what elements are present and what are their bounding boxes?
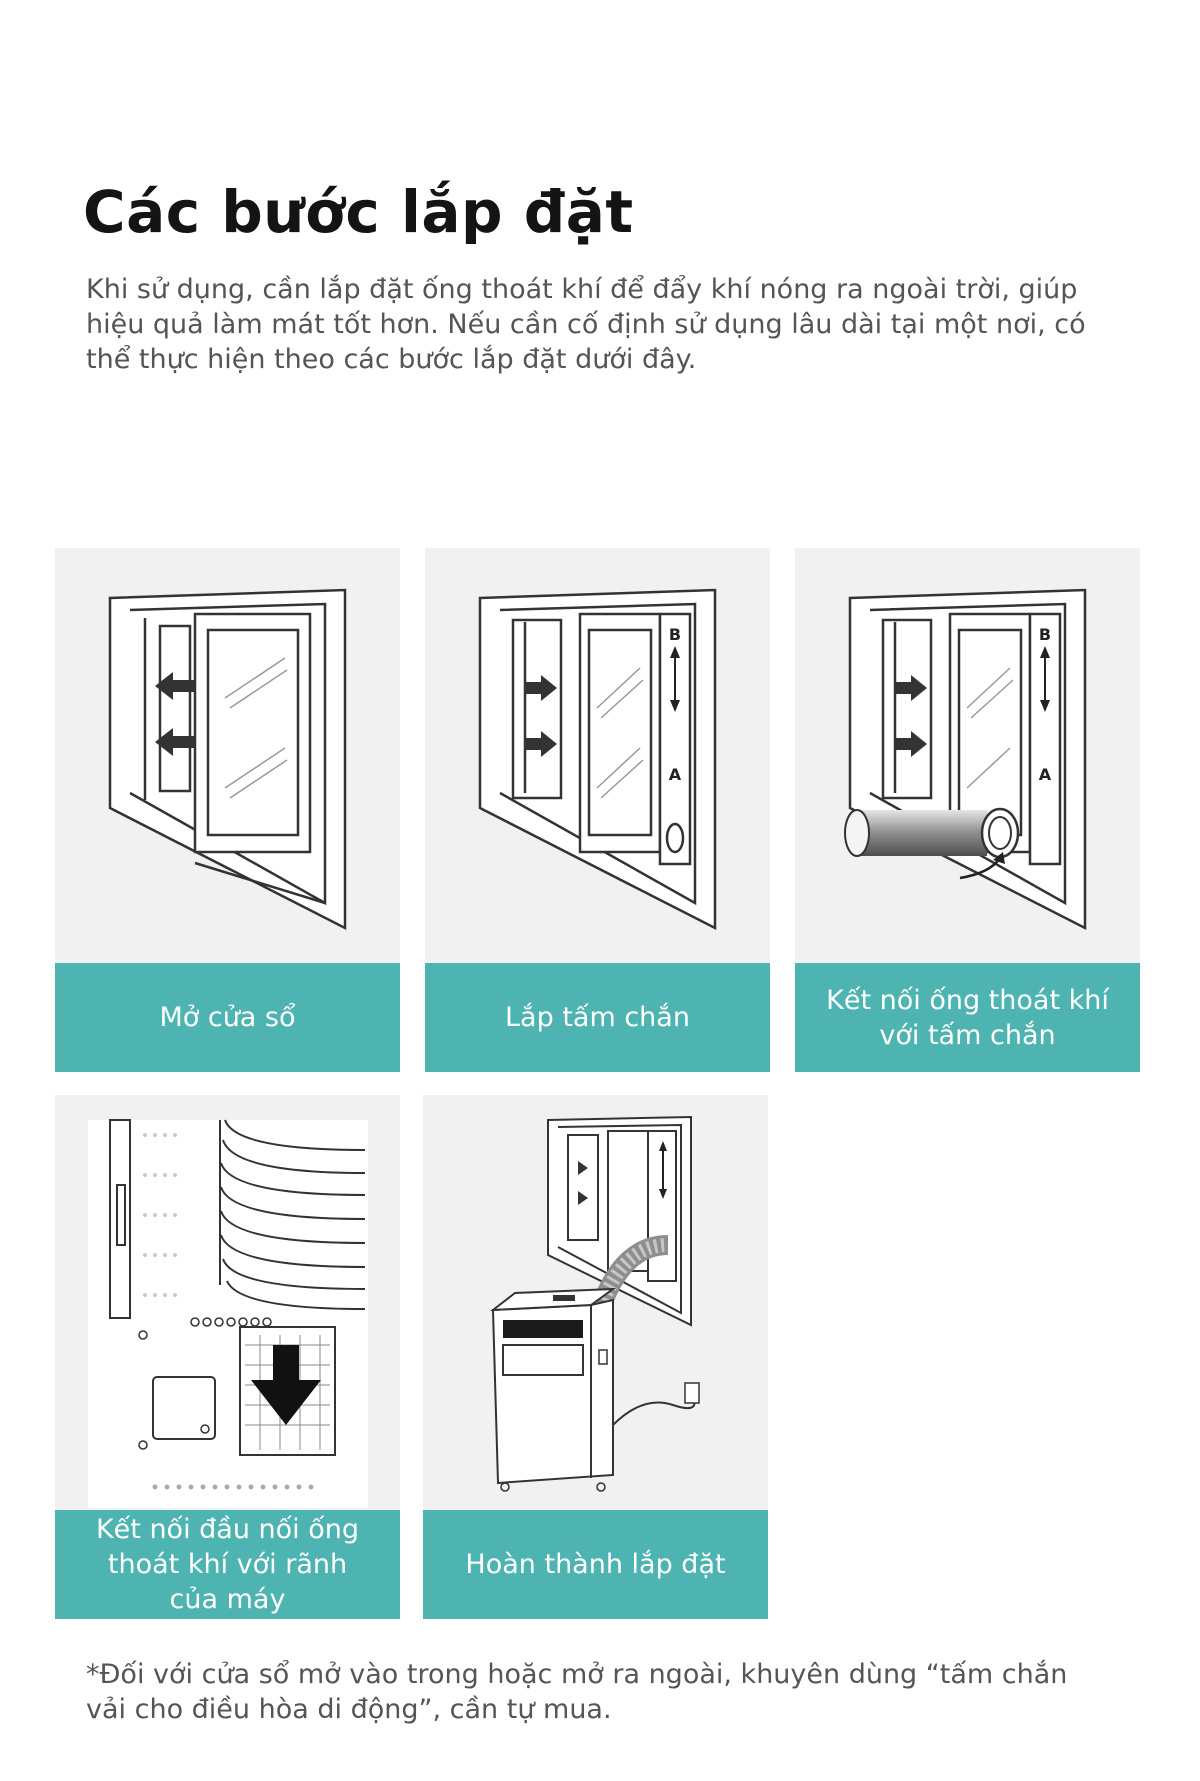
step-caption: Mở cửa sổ: [55, 963, 400, 1072]
step-caption: Hoàn thành lắp đặt: [423, 1510, 768, 1619]
step-card-install-panel: [425, 548, 770, 1072]
step-caption: Kết nối ống thoát khí với tấm chắn: [795, 963, 1140, 1072]
step-caption: Kết nối đầu nối ống thoát khí với rãnh của máy: [55, 1510, 400, 1619]
step-card-connect-hose-panel: [795, 548, 1140, 1072]
panel-label-b: B: [1038, 625, 1052, 644]
step-card-installation-complete: [423, 1095, 768, 1619]
panel-label-a: A: [668, 765, 682, 784]
footnote-text: *Đối với cửa sổ mở vào trong hoặc mở ra ngoài, khuyên dùng “tấm chắn vải cho điều hòa di động”, cần tự mua.: [86, 1659, 1068, 1725]
connect-hose-panel-illustration: [795, 548, 1140, 963]
step-card-open-window: [55, 548, 400, 1072]
step-card-connect-hose-machine: [55, 1095, 400, 1619]
intro-text: Khi sử dụng, cần lắp đặt ống thoát khí để đẩy khí nóng ra ngoài trời, giúp hiệu quả làm mát tốt hơn. Nếu cần cố định sử dụng lâu dài tại một nơi, có thể thực hiện theo các bước lắp đặt dưới đây.: [86, 274, 1086, 375]
panel-label-a: A: [1038, 765, 1052, 784]
panel-label-b: B: [668, 625, 682, 644]
installation-complete-illustration: [423, 1095, 768, 1510]
open-window-illustration: [55, 548, 400, 963]
page-title: Các bước lắp đặt: [83, 178, 634, 246]
connect-hose-machine-illustration: [55, 1095, 400, 1510]
install-panel-illustration: [425, 548, 770, 963]
step-caption: Lắp tấm chắn: [425, 963, 770, 1072]
